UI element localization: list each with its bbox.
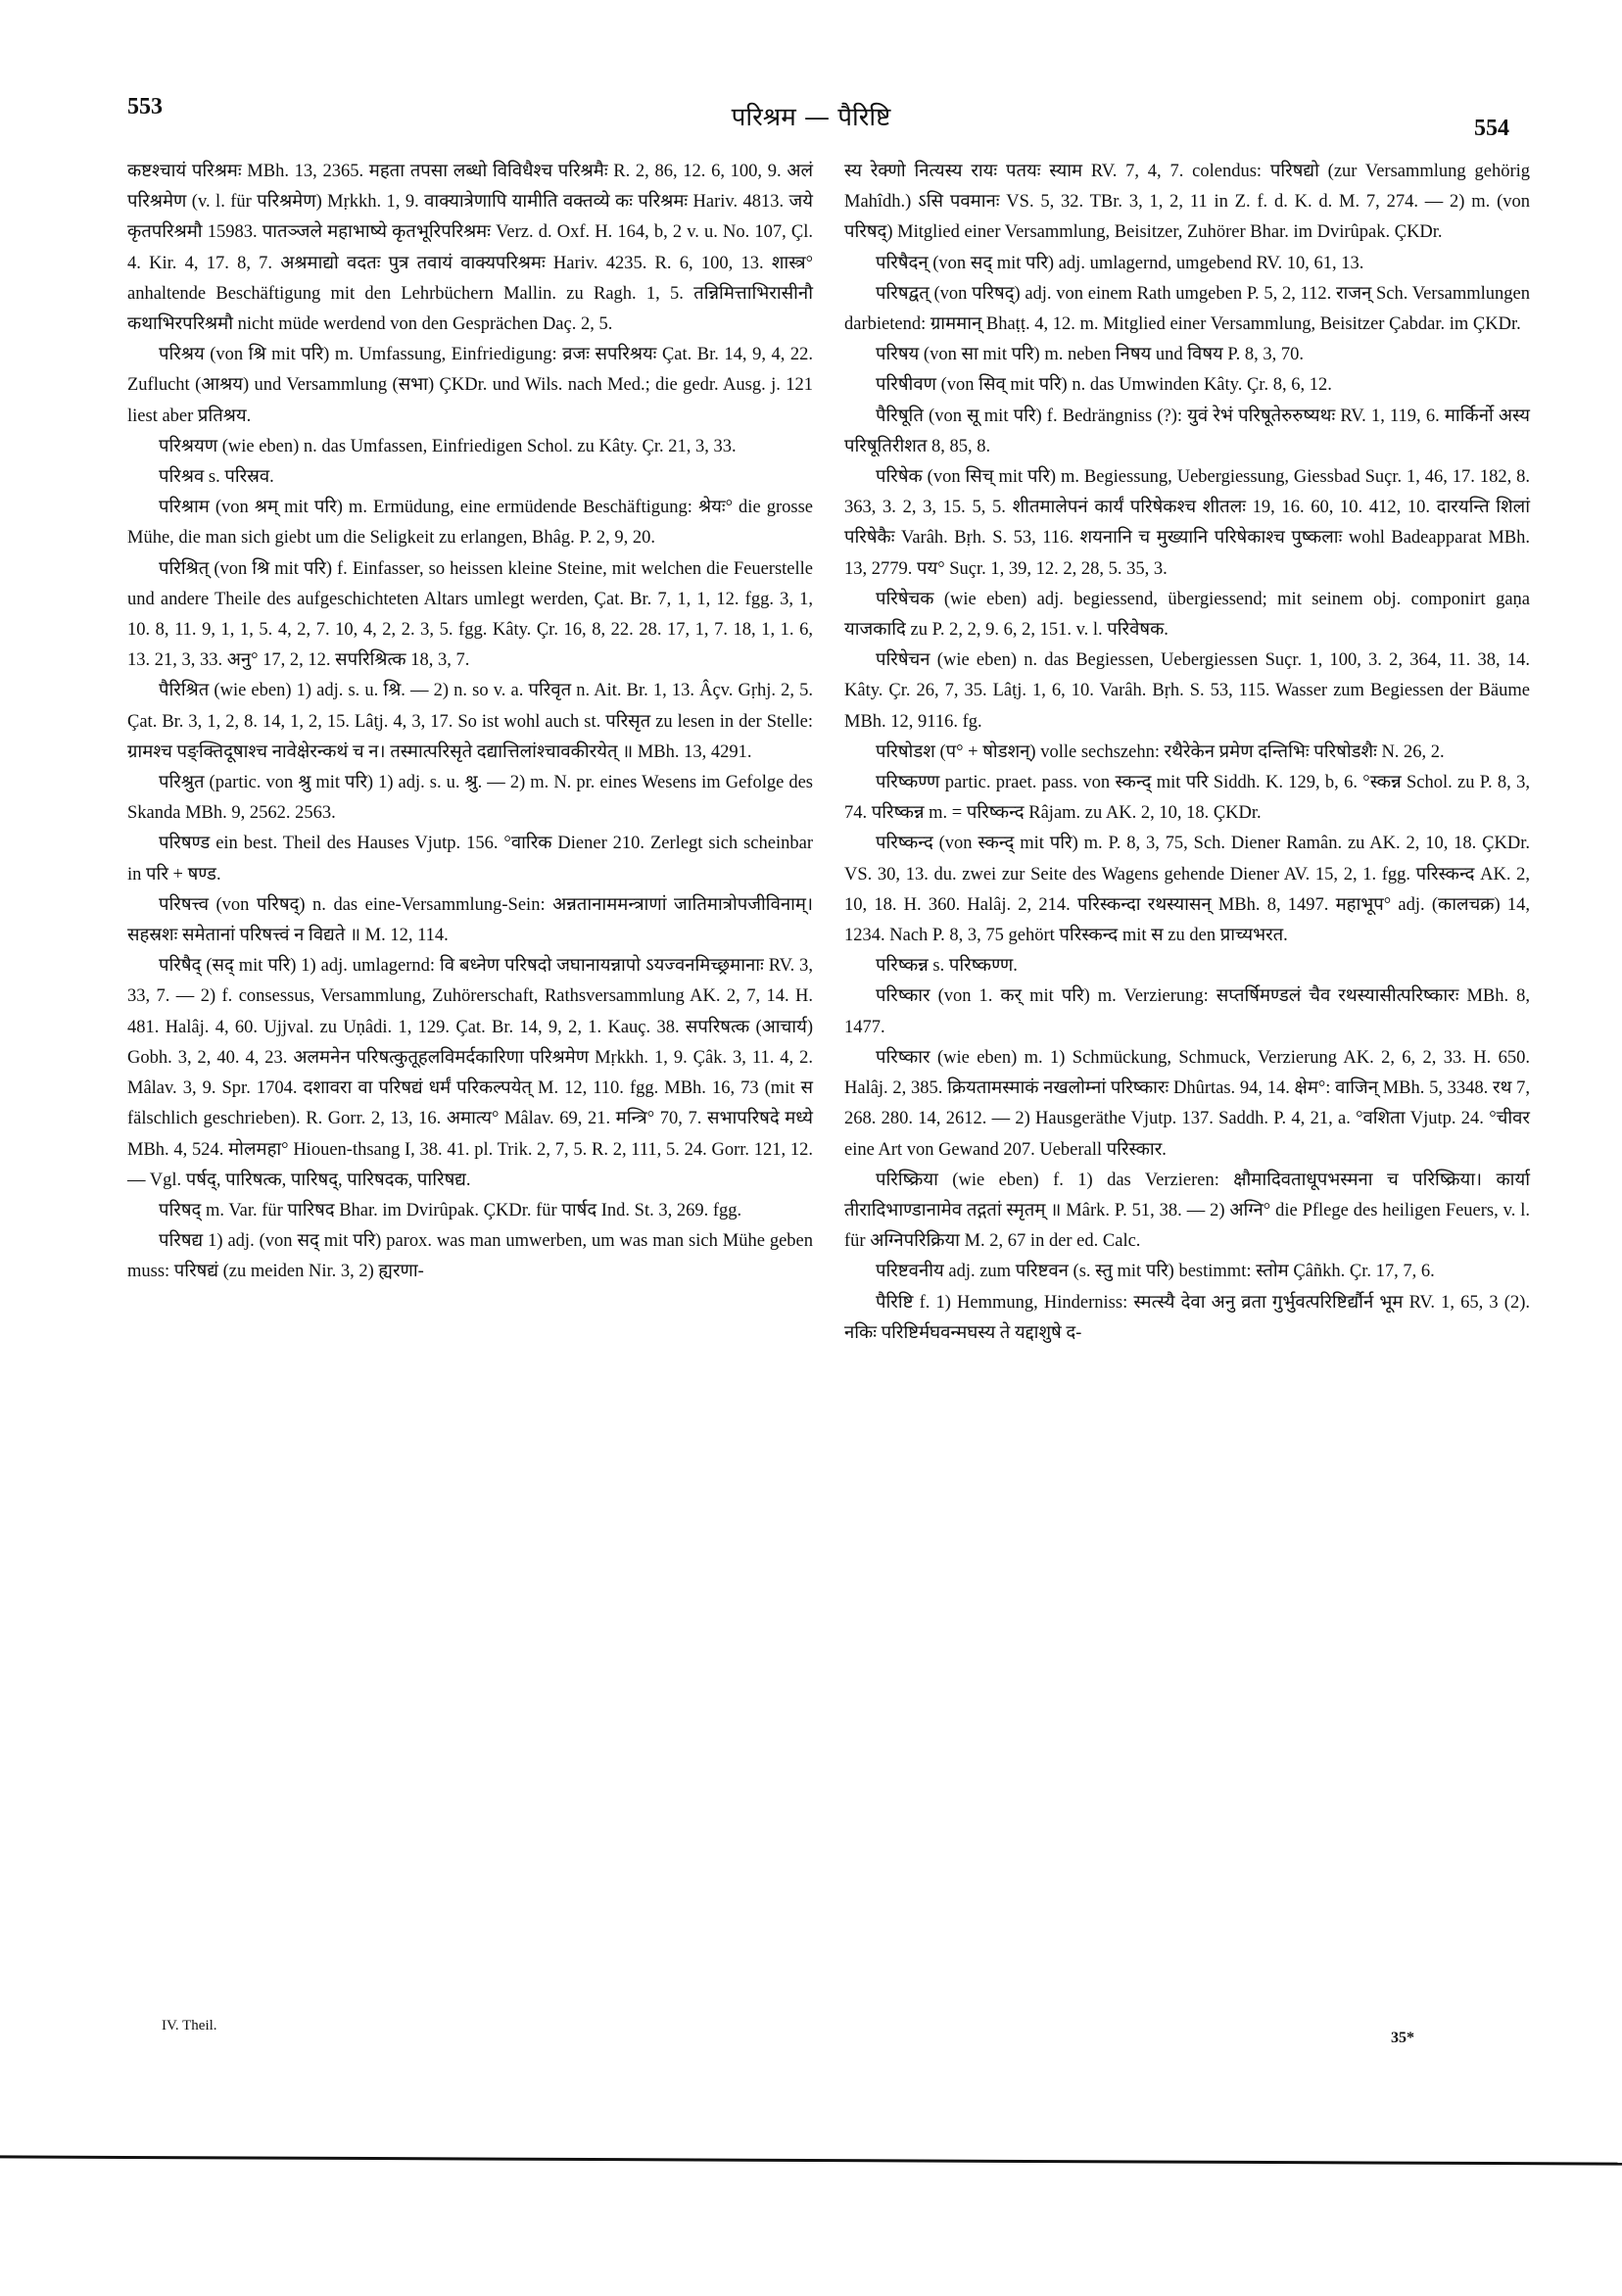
dictionary-entry: परिषैद् (सद् mit परि) 1) adj. umlagernd: वि बध्नेण परिषदो जघानायन्नापो ऽयज्वनमिच्छ्रमानाः RV. 3, 33, 7. — 2) f. consessus, Versammlung, Zuhörerschaft, Rathsversammlung AK. 2, 7, 14. H. 481. Halâj. 4, 60. Ujjval. zu Uṇâdi. 1, 129. Çat. Br. 14, 9, 2, 1. Kauç. 38. सपरिषत्क (आचार्य) Gobh. 3, 2, 40. 4, 23. अलमनेन परिषत्कुतूहलविमर्दकारिणा परिश्रमेण Mṛkkh. 1, 9. Çâk. 3, 11. 4, 2. Mâlav. 3, 9. Spr. 1704. दशावरा वा परिषद्यं धर्मं परिकल्पयेत् M. 12, 110. fgg. MBh. 16, 73 (mit स fälschlich geschrieben). R. Gorr. 2, 13, 16. अमात्य° Mâlav. 69, 21. मन्त्रि° 70, 7. सभापरिषदे मध्ये MBh. 4, 524. मोलमहा° Hiouen-thsang I, 38. 41. pl. Trik. 2, 7, 5. R. 2, 111, 5. 24. Gorr. 121, 12. — Vgl. पर्षद्, पारिषत्क, पारिषद्, पारिषदक, पारिषद्य. <box>127 956 813 1190</box>
dictionary-entry: परिश्रयण (wie eben) n. das Umfassen, Einfriedigen Schol. zu Kâty. Çr. 21, 3, 33. <box>159 436 737 456</box>
dictionary-entry: परिश्रव s. परिस्रव. <box>159 467 274 488</box>
bottom-rule <box>0 2155 1622 2165</box>
dictionary-entry: परिषोडश (प° + षोडशन्) volle sechszehn: रथैरेकेन प्रमेण दन्तिभिः परिषोडशैः N. 26, 2. <box>876 741 1445 762</box>
dictionary-entry: परिष्कण्ण partic. praet. pass. von स्कन्द् mit परि Siddh. K. 129, b, 6. °स्कन्न Schol. zu P. 8, 3, 74. परिष्कन्न m. = परिष्कन्द Râjam. zu AK. 2, 10, 18. ÇKDr. <box>844 773 1530 824</box>
dictionary-entry: परिषेचक (wie eben) adj. begiessend, übergiessend; mit seinem obj. componirt gaṇa याजकादि zu P. 2, 2, 9. 6, 2, 151. v. l. परिवेषक. <box>844 589 1530 641</box>
dictionary-entry: परिषत्त्व (von परिषद्) n. das eine-Versammlung-Sein: अन्नतानाममन्त्राणां जातिमात्रोपजीविनाम्। सहस्रशः समेतानां परिषत्त्वं न विद्यते ॥ M. 12, 114. <box>127 894 813 946</box>
page-number-left: 553 <box>127 94 163 120</box>
dictionary-entry: पैरिश्रित (wie eben) 1) adj. s. u. श्रि. — 2) n. so v. a. परिवृत n. Ait. Br. 1, 13. Âçv. Gṛhj. 2, 5. Çat. Br. 3, 1, 2, 8. 14, 1, 2, 15. Lâṭj. 4, 3, 17. So ist wohl auch st. परिसृत zu lesen in der Stelle: ग्रामश्च पङ्क्तिदूषाश्च नावेक्षेरन्कथं च न। तस्मात्परिसृते दद्यात्तिलांश्चावकीरयेत् ॥ MBh. 13, 4291. <box>127 681 813 762</box>
right-column <box>844 157 1530 1349</box>
dictionary-entry: परिष्कन्द (von स्कन्द् mit परि) m. P. 8, 3, 75, Sch. Diener Ramân. zu AK. 2, 10, 18. ÇKDr. VS. 30, 13. du. zwei zur Seite des Wagens gehende Diener AV. 15, 2, 1. fgg. परिस्कन्द AK. 2, 10, 18. H. 360. Halâj. 2, 214. परिस्कन्दा रथस्यासन् MBh. 8, 1497. महाभूप° adj. (कालचक्र) 14, 1234. Nach P. 8, 3, 75 gehört परिस्कन्द mit स zu den प्राच्यभरत. <box>844 834 1530 946</box>
dictionary-entry: परिश्रुत (partic. von श्रु mit परि) 1) adj. s. u. श्रु. — 2) m. N. pr. eines Wesens im Gefolge des Skanda MBh. 9, 2562. 2563. <box>127 773 813 824</box>
dictionary-entry: परिषेचन (wie eben) n. das Begiessen, Uebergiessen Suçr. 1, 100, 3. 2, 364, 11. 38, 14. Kâty. Çr. 26, 7, 35. Lâṭj. 1, 6, 10. Varâh. Bṛh. S. 53, 115. Wasser zum Begiessen der Bäume MBh. 12, 9116. fg. <box>844 650 1530 732</box>
dictionary-entry: परिषद् m. Var. für पारिषद Bhar. im Dvirûpak. ÇKDr. für पार्षद Ind. St. 3, 269. fgg. <box>159 1200 742 1220</box>
dictionary-entry: परिषेक (von सिच् mit परि) m. Begiessung, Uebergiessung, Giessbad Suçr. 1, 46, 17. 182, 8. 363, 3. 2, 3, 15. 5, 5. शीतमालेपनं कार्यं परिषेकश्च शीतलः 19, 16. 60, 10. 412, 10. दारयन्ति शिलां परिषेकैः Varâh. Bṛh. S. 53, 116. शयनानि च मुख्यानि परिषेकाश्च पुष्कलाः wohl Badeapparat MBh. 13, 2779. पय° Suçr. 1, 39, 12. 2, 28, 5. 35, 3. <box>844 467 1530 579</box>
dictionary-entry: परिष्कार (von 1. कर् mit परि) m. Verzierung: सप्तर्षिमण्डलं चैव रथस्यासीत्परिष्कारः MBh. 8, 1477. <box>844 986 1530 1037</box>
left-column <box>127 157 813 1288</box>
dictionary-entry: कष्टश्चायं परिश्रमः MBh. 13, 2365. महता तपसा लब्धो विविधैश्च परिश्रमैः R. 2, 86, 12. 6, 100, 9. अलं परिश्रमेण (v. l. für परिश्रमेण) Mṛkkh. 1, 9. वाक्यात्रेणापि यामीति वक्तव्ये कः परिश्रमः Hariv. 4813. जये कृतपरिश्रमौ 15983. पातञ्जले महाभाष्ये कृतभूरिपरिश्रमः Verz. d. Oxf. H. 164, b, 2 v. u. No. 107, Çl. 4. Kir. 4, 17. 8, 7. अश्रमाद्यो वदतः पुत्र तवायं वाक्यपरिश्रमः Hariv. 4235. R. 6, 100, 13. शास्त्र° anhaltende Beschäftigung mit den Lehrbüchern Mallin. zu Ragh. 1, 5. तन्निमित्ताभिरासीनौ कथाभिरपरिश्रमौ nicht müde werdend von den Gesprächen Daç. 2, 5. <box>127 162 813 335</box>
sheet-number: 35* <box>1391 2030 1414 2046</box>
dictionary-entry: परिषण्ड ein best. Theil des Hauses Vjutp. 156. °वारिक Diener 210. Zerlegt sich scheinbar in परि + षण्ड. <box>127 834 813 885</box>
dictionary-entry: परिषैदन् (von सद् mit परि) adj. umlagernd, umgebend RV. 10, 61, 13. <box>876 253 1364 273</box>
running-title: परिश्रम — पैरिष्टि <box>731 103 891 132</box>
dictionary-entry: परिषद्वत् (von परिषद्) adj. von einem Rath umgeben P. 5, 2, 112. राजन् Sch. Versammlungen darbietend: ग्राममान् Bhaṭṭ. 4, 12. m. Mitglied einer Versammlung, Beisitzer Çabdar. im ÇKDr. <box>844 283 1530 335</box>
dictionary-entry: परिष्क्रिया (wie eben) f. 1) das Verzieren: क्षौमादिवताधूपभस्मना च परिष्क्रिया। कार्या तीरादिभाण्डानामेव तद्गतां स्मृतम् ॥ Mârk. P. 51, 38. — 2) अग्नि° die Pflege des heiligen Feuers, v. l. für अग्निपरिक्रिया M. 2, 67 in der ed. Calc. <box>844 1170 1530 1252</box>
dictionary-entry: परिष्टवनीय adj. zum परिष्टवन (s. स्तु mit परि) bestimmt: स्तोम Çâñkh. Çr. 17, 7, 6. <box>876 1262 1435 1282</box>
dictionary-entry: पैरिष्टि f. 1) Hemmung, Hinderniss: स्मत्स्यै देवा अनु व्रता गुर्भुवत्परिष्टिर्द्यौर्न भूम RV. 1, 65, 3 (2). नकिः परिष्टिर्मघवन्मघस्य ते यद्दाशुषे द- <box>844 1292 1530 1343</box>
signature-mark: IV. Theil. <box>162 2018 217 2033</box>
page-number-right: 554 <box>1474 116 1509 141</box>
dictionary-entry: परिश्रित् (von श्रि mit परि) f. Einfasser, so heissen kleine Steine, mit welchen die Feuerstelle und andere Theile des aufgeschichteten Altars umlegt werden, Çat. Br. 7, 1, 1, 12. fgg. 3, 1, 10. 8, 11. 9, 1, 1, 5. 4, 2, 7. 10, 4, 2, 2. 3, 5. fgg. Kâty. Çr. 16, 8, 22. 28. 17, 1, 7. 18, 1, 1. 6, 13. 21, 3, 33. अनु° 17, 2, 12. सपरिश्रित्क 18, 3, 7. <box>127 558 813 671</box>
dictionary-entry: परिषीवण (von सिव् mit परि) n. das Umwinden Kâty. Çr. 8, 6, 12. <box>876 375 1332 396</box>
dictionary-entry: परिष्कार (wie eben) m. 1) Schmückung, Schmuck, Verzierung AK. 2, 6, 2, 33. H. 650. Halâj. 2, 385. क्रियतामस्माकं नखलोम्नां परिष्कारः Dhûrtas. 94, 14. क्षेम°: वाजिन् MBh. 5, 3348. रथ 7, 268. 280. 14, 2612. — 2) Hausgeräthe Vjutp. 137. Saddh. P. 4, 21, a. °वशिता Vjutp. 24. °चीवर eine Art von Gewand 207. Ueberall परिस्कार. <box>844 1047 1530 1160</box>
dictionary-entry: स्य रेक्णो नित्यस्य रायः पतयः स्याम RV. 7, 4, 7. colendus: परिषद्यो (zur Versammlung gehörig Mahîdh.) ऽसि पवमानः VS. 5, 32. TBr. 3, 1, 2, 11 in Z. f. d. K. d. M. 7, 274. — 2) m. (von परिषद्) Mitglied einer Versammlung, Beisitzer, Zuhörer Bhar. im Dvirûpak. ÇKDr. <box>844 162 1530 243</box>
dictionary-entry: परिष्कन्न s. परिष्कण्ण. <box>876 956 1018 977</box>
dictionary-entry: पैरिषूति (von सू mit परि) f. Bedrängniss (?): युवं रेभं परिषूतेरुरुष्यथः RV. 1, 119, 6. मार्किर्नो अस्य परिषूतिरीशत 8, 85, 8. <box>844 406 1530 456</box>
dictionary-entry: परिश्राम (von श्रम् mit परि) m. Ermüdung, eine ermüdende Beschäftigung: श्रेयः° die grosse Mühe, die man sich giebt um die Seligkeit zu erlangen, Bhâg. P. 2, 9, 20. <box>127 498 813 549</box>
dictionary-entry: परिषय (von सा mit परि) m. neben निषय und विषय P. 8, 3, 70. <box>876 345 1304 365</box>
dictionary-entry: परिश्रय (von श्रि mit परि) m. Umfassung, Einfriedigung: व्रजः सपरिश्रयः Çat. Br. 14, 9, 4, 22. Zuflucht (आश्रय) und Versammlung (सभा) ÇKDr. und Wils. nach Med.; die gedr. Ausg. j. 121 liest aber प्रतिश्रय. <box>127 345 813 426</box>
dictionary-entry: परिषद्य 1) adj. (von सद् mit परि) parox. was man umwerben, um was man sich Mühe geben muss: परिषद्यं (zu meiden Nir. 3, 2) ह्यरणा- <box>127 1231 813 1282</box>
